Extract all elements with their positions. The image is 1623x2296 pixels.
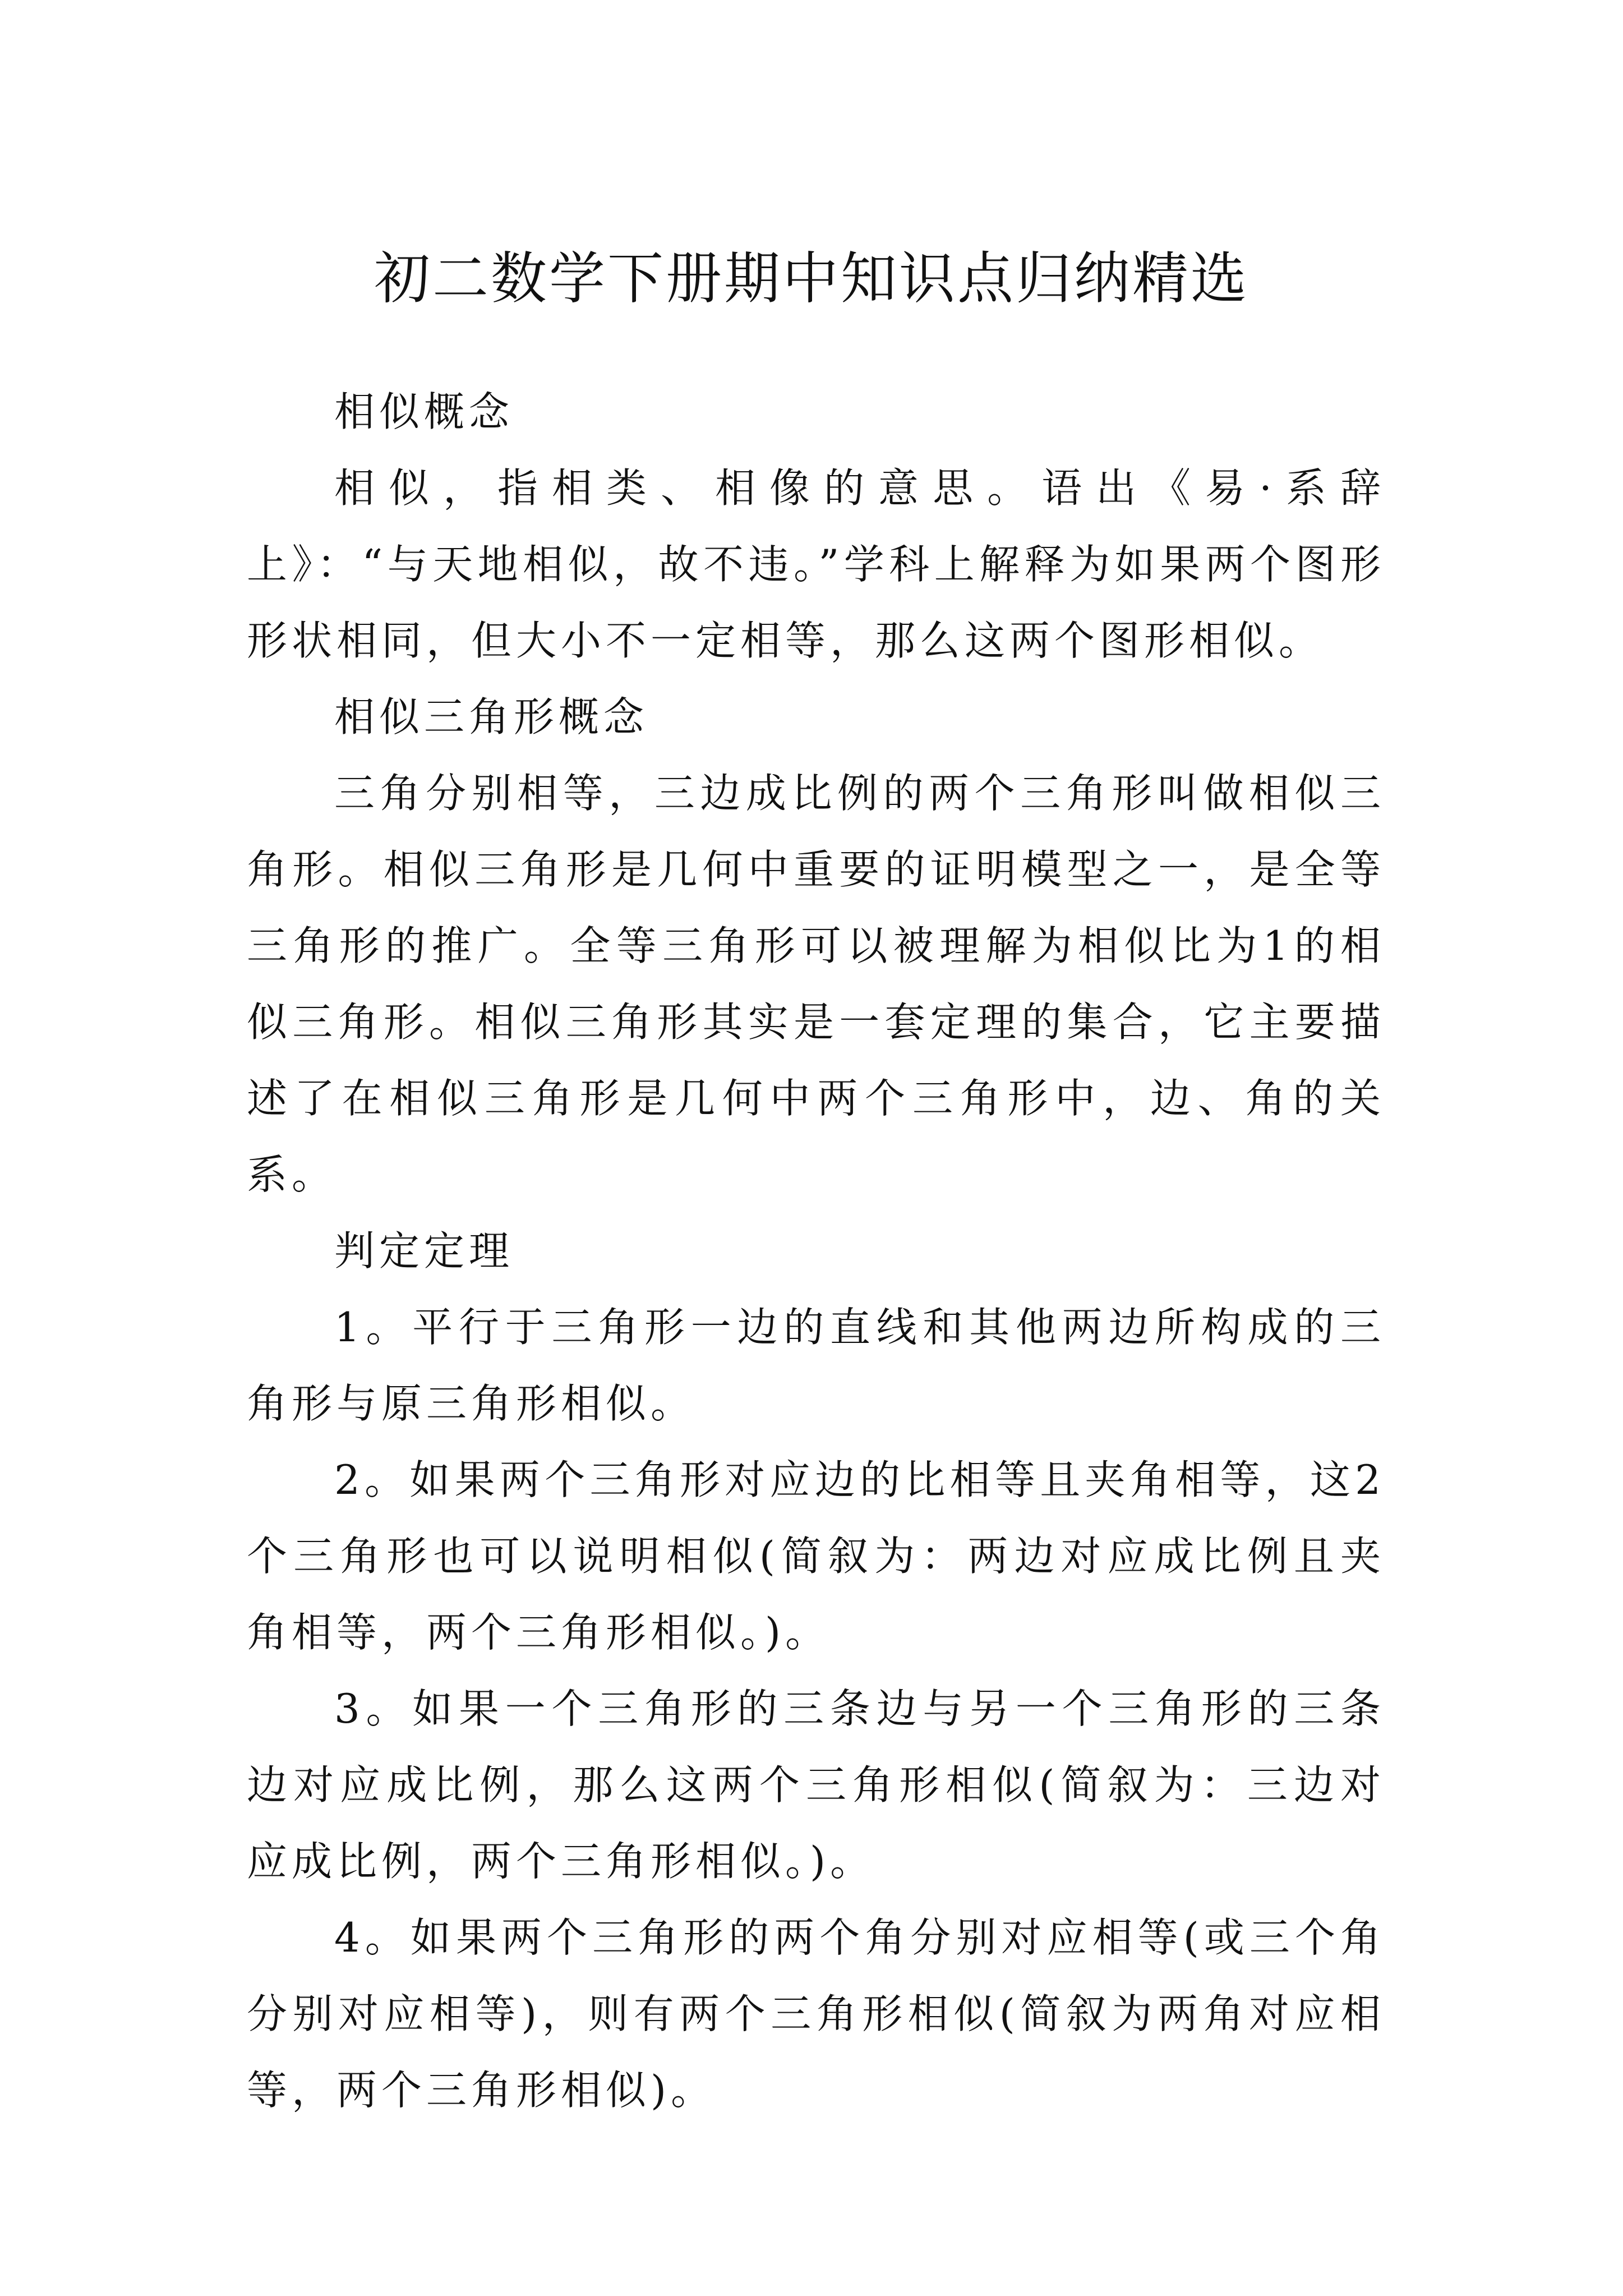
document-body [247, 374, 1385, 2128]
document-title: 初二数学下册期中知识点归纳精选 [374, 246, 1249, 311]
paragraph-similarity-definition: 相似，指相类、相像的意思。语出《易·系辞上》：“与天地相似，故不违。”学科上解释为如果两个图形形状相同，但大小不一定相等，那么这两个图形相似。 [247, 464, 1385, 664]
heading-similar-triangle-concept: 相似三角形概念 [334, 693, 649, 740]
theorem-item-4: 4。如果两个三角形的两个角分别对应相等(或三个角分别对应相等)，则有两个三角形相似(简叙为两角对应相等，两个三角形相似)。 [247, 1914, 1385, 2114]
heading-criteria-theorems: 判定定理 [334, 1227, 514, 1274]
theorem-item-3: 3。如果一个三角形的三条边与另一个三角形的三条边对应成比例，那么这两个三角形相似(简叙为：三边对应成比例，两个三角形相似。)。 [247, 1685, 1385, 1885]
paragraph-similar-triangle-definition: 三角分别相等，三边成比例的两个三角形叫做相似三角形。相似三角形是几何中重要的证明模型之一，是全等三角形的推广。全等三角形可以被理解为相似比为1的相似三角形。相似三角形其实是一套定理的集合，它主要描述了在相似三角形是几何中两个三角形中，边、角的关系。 [247, 770, 1385, 1198]
theorem-item-1: 1。平行于三角形一边的直线和其他两边所构成的三角形与原三角形相似。 [247, 1304, 1385, 1427]
theorem-item-2: 2。如果两个三角形对应边的比相等且夹角相等，这2个三角形也可以说明相似(简叙为：两边对应成比例且夹角相等，两个三角形相似。)。 [247, 1456, 1385, 1656]
heading-similarity-concept: 相似概念 [334, 388, 514, 435]
